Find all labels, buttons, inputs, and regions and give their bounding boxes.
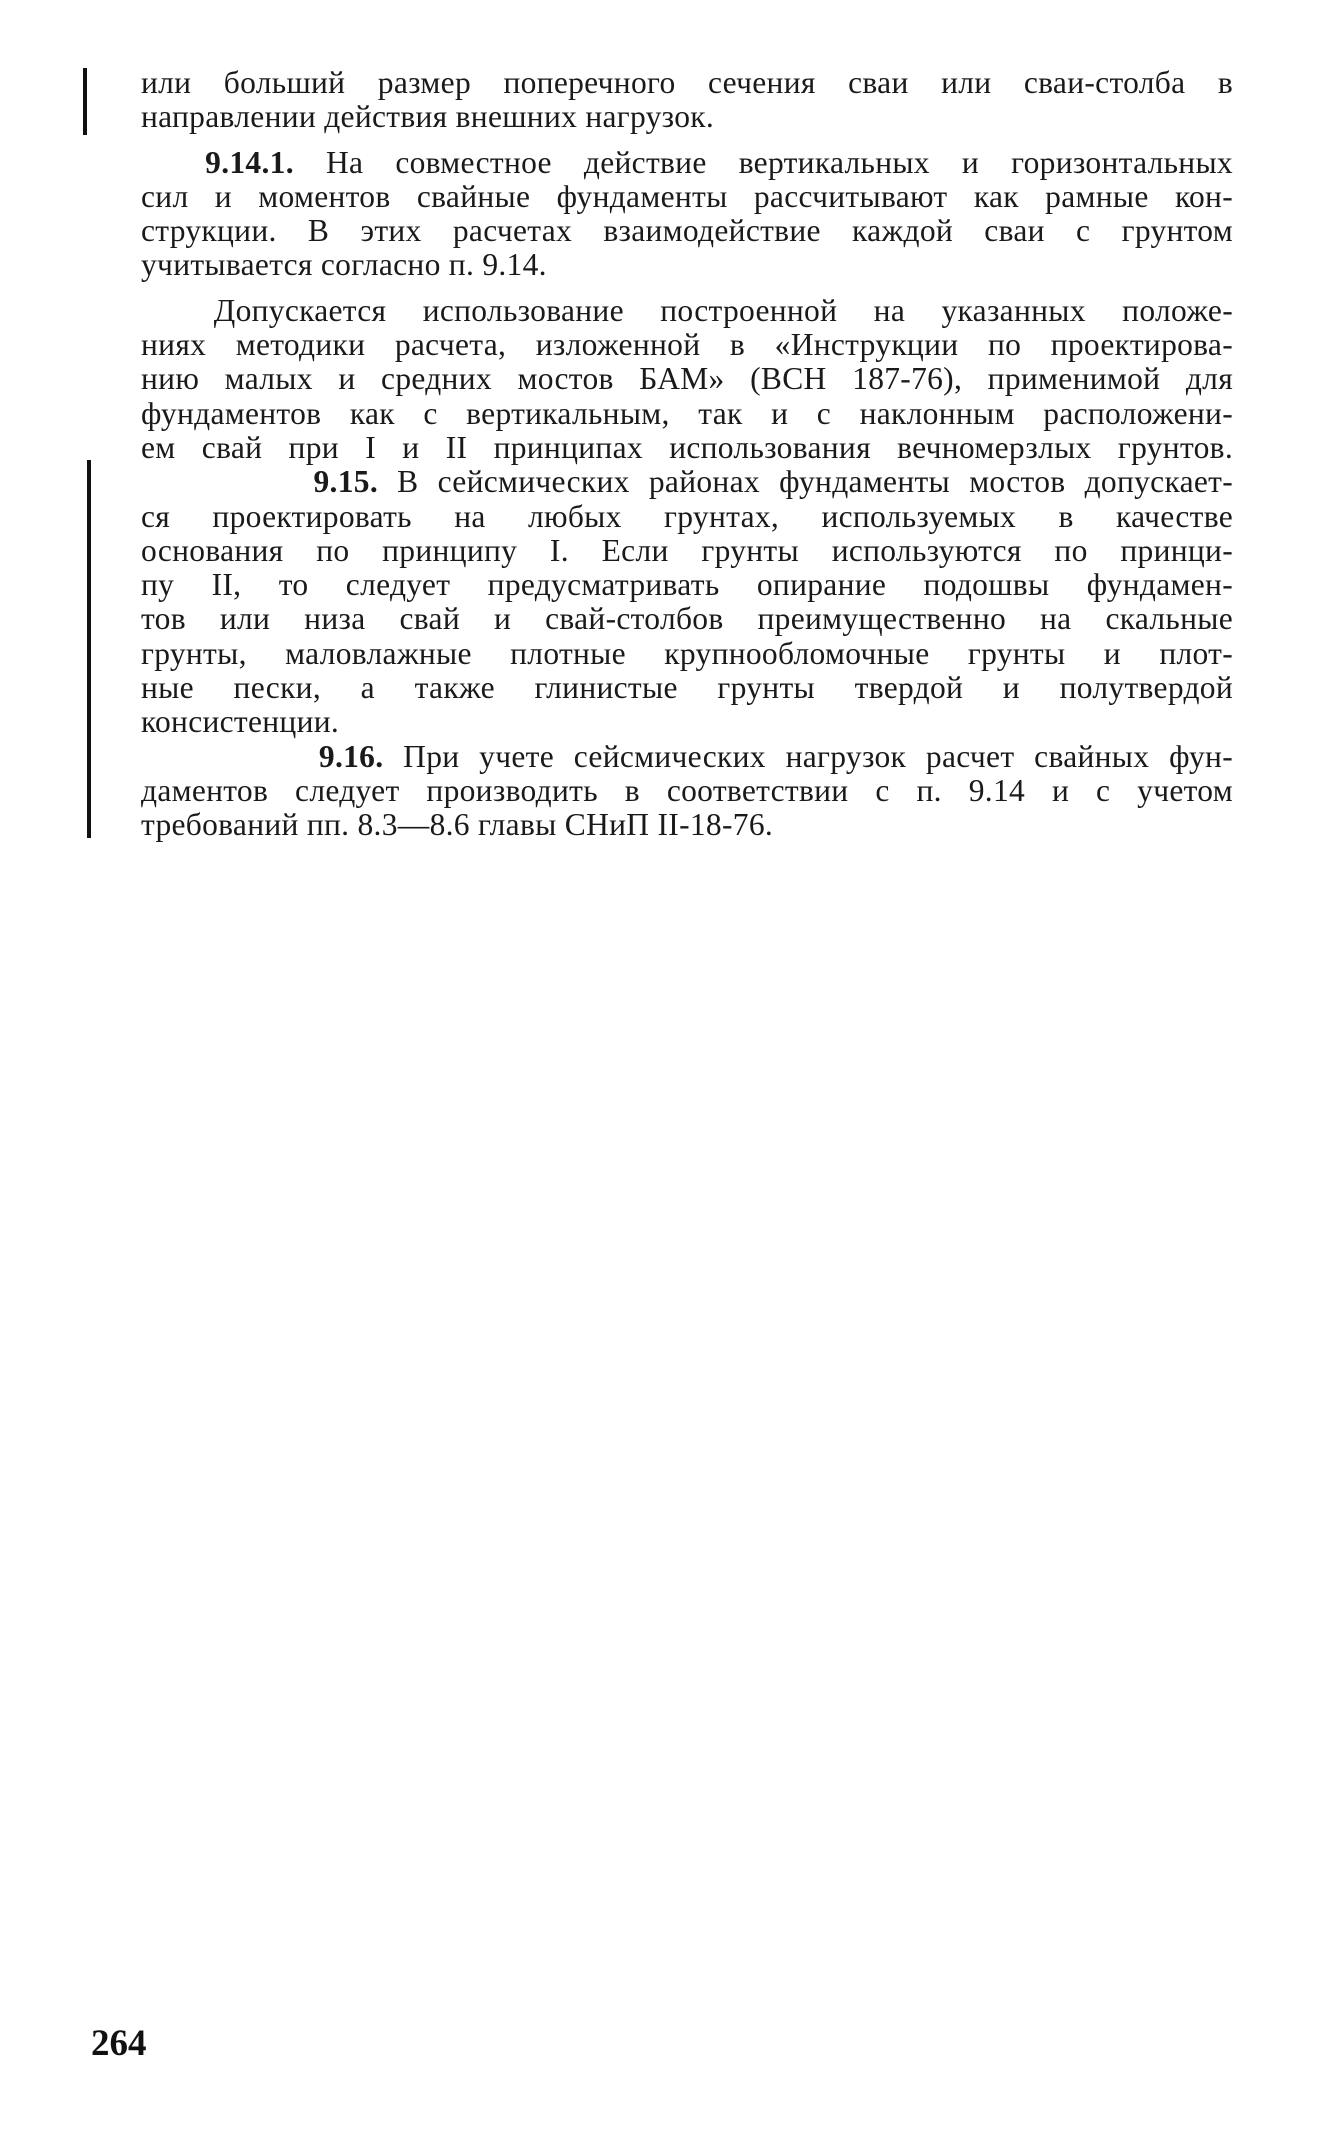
text-line: даментов следует производить в соответствии с п. 9.14 и с учетом (141, 772, 1233, 808)
page-number: 264 (91, 2023, 147, 2064)
text-fragment: При учете сейсмических нагрузок расчет свайных фун- (383, 738, 1233, 774)
text-line: грунты, маловлажные плотные крупнообломочные грунты и плот- (141, 635, 1233, 671)
text-line: учитывается согласно п. 9.14. (141, 247, 547, 283)
text-line: нию малых и средних мостов БАМ» (ВСН 187-76), применимой для (141, 361, 1233, 397)
text-line: ем свай при I и II принципах использования вечномерзлых грунтов. (141, 429, 1233, 465)
paragraph-9-14-1 (141, 146, 1233, 283)
text-line: струкции. В этих расчетах взаимодействие каждой сваи с грунтом (141, 213, 1233, 249)
text-line: консистенции. (141, 704, 340, 740)
text-line: основания по принципу I. Если грунты используются по принци- (141, 532, 1233, 568)
text-line: ниях методики расчета, изложенной в «Инструкции по проектирова- (141, 327, 1233, 363)
clause-number: 9.15. (313, 464, 378, 500)
paragraph-allowance (141, 294, 1233, 465)
clause-number: 9.16. (318, 738, 384, 774)
text-line: фундаментов как с вертикальным, так и с наклонным расположени- (141, 395, 1233, 431)
text-line: пу II, то следует предусматривать опирание подошвы фундамен- (141, 567, 1233, 603)
text-line: требований пп. 8.3—8.6 главы СНиП II-18-76. (141, 807, 774, 843)
text-line: ​ 9.14.1. На совместное действие вертикальных и горизонтальных (141, 144, 1233, 180)
text-line: ся проектировать на любых грунтах, используемых в качестве (141, 498, 1233, 534)
text-line: или больший размер поперечного сечения сваи или сваи-столба в (141, 65, 1233, 100)
revision-bar-top (83, 68, 87, 135)
text-line: ​ Допускается использование построенной на указанных положе- (141, 292, 1233, 328)
text-fragment: В сейсмических районах фундаменты мостов допускает- (378, 464, 1233, 500)
revision-bar-middle (87, 460, 91, 838)
paragraph-continuation (141, 66, 1233, 135)
paragraph-9-16 (141, 740, 1233, 843)
text-fragment: На совместное действие вертикальных и горизонтальных (293, 144, 1233, 180)
text-line: ​ 9.16. При учете сейсмических нагрузок расчет свайных фун- (141, 738, 1233, 774)
text-line: направлении действия внешних нагрузок. (141, 99, 715, 135)
clause-number: 9.14.1. (205, 144, 294, 180)
text-line: сил и моментов свайные фундаменты рассчитывают как рамные кон- (141, 178, 1233, 214)
paragraph-9-15 (141, 465, 1233, 739)
text-line: ные пески, а также глинистые грунты твердой и полутвердой (141, 670, 1233, 706)
text-fragment: Допускается использование построенной на указанных положе- (213, 292, 1233, 328)
text-line: ​ 9.15. В сейсмических районах фундаменты мостов допускает- (141, 464, 1233, 500)
body-text (141, 66, 1233, 843)
text-line: тов или низа свай и свай-столбов преимущественно на скальные (141, 601, 1233, 637)
